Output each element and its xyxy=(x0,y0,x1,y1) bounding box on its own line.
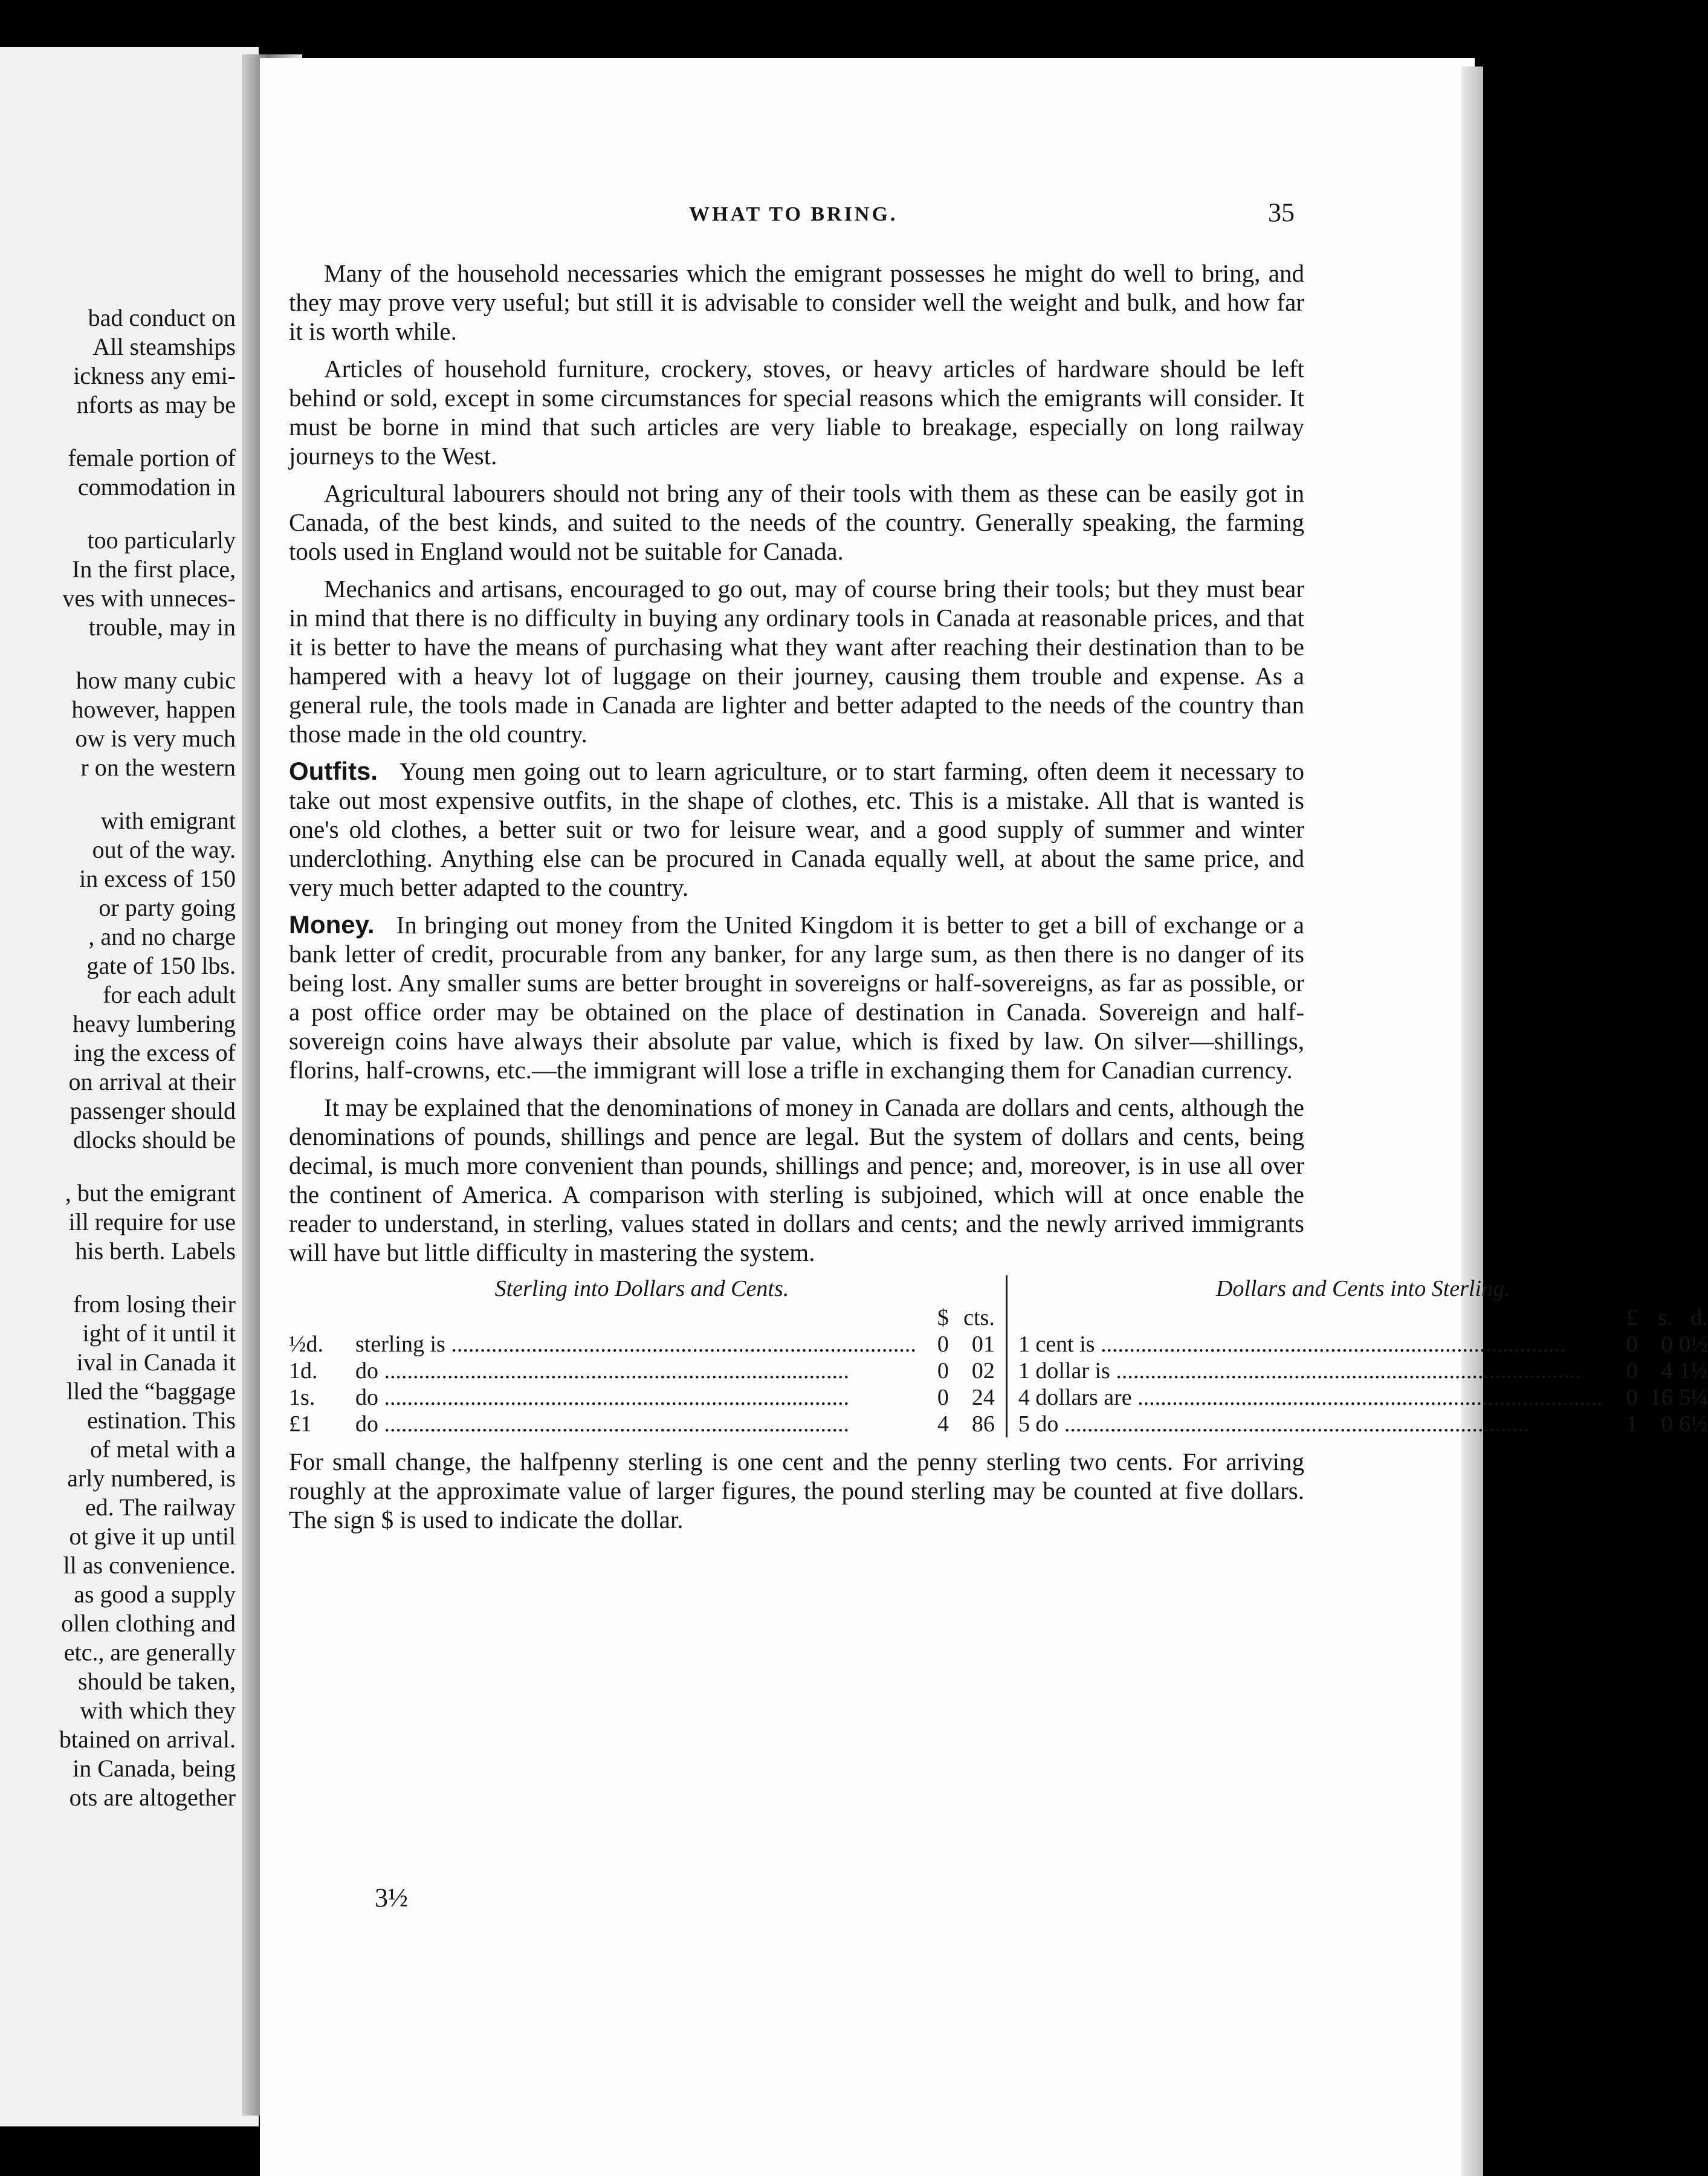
left-page-line: ots are altogether xyxy=(69,1784,236,1811)
table-row xyxy=(1018,1411,1708,1437)
paragraph-mechanics: Mechanics and artisans, encouraged to go out, may of course bring their tools; but they must bear in mind that there is no difficulty in buying any ordinary tools in Canada at reasonable prices, and that it is better to have the means of purchasing what they want after reaching their destination than to be hampered with a heavy lot of luggage on their journey, causing them trouble and expense. As a general rule, the tools made in Canada are lighter and better adapted to the needs of the country than those made in the old country. xyxy=(289,575,1304,748)
left-page-line: however, happen xyxy=(71,696,236,723)
row-label: do ..... xyxy=(355,1358,916,1384)
left-page-line: , but the emigrant xyxy=(65,1179,236,1206)
left-page-line: commodation in xyxy=(77,473,236,500)
dollars-to-sterling-table xyxy=(1008,1275,1708,1437)
left-page-line: as good a supply xyxy=(74,1581,236,1608)
column-header-dollars: $ xyxy=(937,1305,949,1330)
left-page-line: ll as convenience. xyxy=(63,1552,236,1579)
left-page-line xyxy=(0,502,236,526)
row-label: do ..... xyxy=(355,1384,916,1411)
left-page-text xyxy=(0,303,236,1812)
left-page-line xyxy=(0,642,236,666)
column-header-shillings: s. xyxy=(1658,1305,1673,1330)
left-page-line: btained on arrival. xyxy=(59,1726,236,1753)
row-label: 4 dollars are ..... xyxy=(1018,1384,1603,1411)
row-cents: 02 xyxy=(971,1358,995,1384)
row-dollars: 0 xyxy=(937,1332,949,1357)
table-row xyxy=(1018,1331,1708,1358)
left-page-line: should be taken, xyxy=(77,1668,236,1695)
running-head: WHAT TO BRING. xyxy=(689,203,898,225)
left-page-line xyxy=(0,1266,236,1290)
left-page-line: ill require for use xyxy=(68,1208,236,1235)
paragraph-outfits: Young men going out to learn agriculture, or to start farming, often deem it necessary to take out most expensive outfits, in the shape of clothes, etc. This is a mistake. All that is wanted is one's old clothes, a better suit or two for leisure wear, and a good supply of summer and winter underclothing. Anything else can be procured in Canada equally well, at about the same price, and very much better adapted to the country. xyxy=(289,757,1304,901)
left-page-line: In the first place, xyxy=(72,555,236,583)
row-shillings: 16 xyxy=(1649,1385,1673,1410)
row-dollars: 4 xyxy=(937,1411,949,1437)
left-page-line: with emigrant xyxy=(100,807,236,834)
side-heading-money: Money. xyxy=(289,910,375,939)
conversion-tables xyxy=(289,1275,1708,1437)
left-page-line: arly numbered, is xyxy=(67,1465,236,1492)
row-shillings: 0 xyxy=(1661,1332,1673,1357)
column-header-pence: d. xyxy=(1690,1305,1708,1330)
left-page-line xyxy=(0,782,236,806)
sterling-rows xyxy=(289,1331,995,1437)
table-row xyxy=(289,1331,995,1358)
left-page-line: ing the excess of xyxy=(74,1039,236,1066)
left-page-line: nforts as may be xyxy=(76,391,236,418)
row-pounds: 0 xyxy=(1626,1332,1638,1357)
row-dollars: 0 xyxy=(937,1358,949,1384)
row-unit: 1d. xyxy=(289,1358,318,1384)
paragraph-money: In bringing out money from the United Kingdom it is better to get a bill of exchange or a bank letter of credit, procurable from any banker, for any large sum, as then there is no danger of its being lost. Any smaller sums are better brought in sovereigns or half-sovereigns, as far as possible, or a post office order may be obtained on the place of destination in Canada. Sovereign and half-sovereign coins have always their absolute par value, which is fixed by law. On silver—shillings, florins, half-crowns, etc.—the immigrant will lose a trifle in exchanging them for Canadian currency. xyxy=(289,911,1304,1084)
paragraph-household: Many of the household necessaries which the emigrant possesses he might do well to bring, and they may prove very useful; but still it is advisable to consider well the weight and bulk, and how far it is worth while. xyxy=(289,259,1304,345)
left-page-line: too particularly xyxy=(87,526,236,554)
signature-mark: 3½ xyxy=(375,1883,408,1912)
left-page-line: trouble, may in xyxy=(88,614,236,641)
row-unit: ½d. xyxy=(289,1332,323,1357)
column-header-cents: cts. xyxy=(963,1305,995,1330)
left-page-line: , and no charge xyxy=(88,923,236,950)
left-page-line: estination. This xyxy=(87,1407,236,1434)
sterling-to-dollars-table xyxy=(289,1275,1008,1437)
left-page-line: ed. The railway xyxy=(85,1494,236,1521)
left-page-line: on arrival at their xyxy=(68,1068,236,1095)
left-page-line: for each adult xyxy=(103,981,236,1008)
section-outfits xyxy=(289,757,1304,902)
body-text xyxy=(289,259,1708,1543)
row-shillings: 4 xyxy=(1661,1358,1673,1384)
table-row xyxy=(289,1358,995,1384)
left-page-line: of metal with a xyxy=(89,1436,236,1463)
paragraph-small-change: For small change, the halfpenny sterling is one cent and the penny sterling two cents. For arriving roughly at the approximate value of larger figures, the pound sterling may be counted at five dollars. The sign $ is used to indicate the dollar. xyxy=(289,1448,1304,1533)
left-page-line: bad conduct on xyxy=(88,304,236,331)
left-page-line: his berth. Labels xyxy=(75,1237,236,1264)
column-header-pounds: £ xyxy=(1626,1305,1638,1330)
row-shillings: 0 xyxy=(1661,1411,1673,1437)
row-label: 1 dollar is ..... xyxy=(1018,1358,1603,1384)
row-pounds: 1 xyxy=(1626,1411,1638,1437)
left-page-line: or party going xyxy=(99,894,236,921)
left-page-line: ot give it up until xyxy=(69,1523,236,1550)
left-page-line: how many cubic xyxy=(76,667,236,694)
left-page-line: lled the “baggage xyxy=(66,1378,236,1405)
section-money xyxy=(289,910,1304,1084)
row-label: sterling is ..... xyxy=(355,1331,916,1358)
left-page-line xyxy=(0,419,236,444)
left-page-line: in Canada, being xyxy=(73,1755,236,1782)
row-pence: 5¼ xyxy=(1679,1385,1708,1410)
row-label: do ..... xyxy=(355,1411,916,1437)
page-edge xyxy=(1461,66,1483,2176)
left-page-line: ves with unneces- xyxy=(62,584,236,612)
left-page-line: female portion of xyxy=(68,444,236,471)
left-page xyxy=(0,47,259,2126)
table-caption: Sterling into Dollars and Cents. xyxy=(494,1276,789,1301)
left-page-line: heavy lumbering xyxy=(73,1010,236,1037)
table-header-row xyxy=(1018,1304,1708,1331)
left-page-line: passenger should xyxy=(70,1097,236,1124)
paragraph-furniture: Articles of household furniture, crockery, stoves, or heavy articles of hardware should be left behind or sold, except in some circumstances for special reasons which the emigrants will consider. It must be borne in mind that such articles are very liable to breakage, especially on long railway journeys to the West. xyxy=(289,355,1304,470)
left-page-line: ival in Canada it xyxy=(76,1349,236,1376)
left-page-line xyxy=(0,1154,236,1179)
paragraph-labourers: Agricultural labourers should not bring any of their tools with them as these can be easily got in Canada, of the best kinds, and suited to the needs of the country. Generally speaking, the farming tools used in England would not be suitable for Canada. xyxy=(289,479,1304,565)
side-heading-outfits: Outfits. xyxy=(289,757,378,785)
row-label: 5 do ..... xyxy=(1018,1411,1603,1437)
left-page-line: from losing their xyxy=(73,1290,236,1318)
row-cents: 01 xyxy=(971,1332,995,1357)
table-header-row xyxy=(289,1304,995,1331)
left-page-line: dlocks should be xyxy=(73,1126,236,1153)
row-cents: 24 xyxy=(971,1385,995,1410)
dollar-rows xyxy=(1018,1331,1708,1437)
left-page-line: gate of 150 lbs. xyxy=(86,952,236,979)
table-row xyxy=(1018,1384,1708,1411)
left-page-line: out of the way. xyxy=(92,836,236,863)
row-cents: 86 xyxy=(971,1411,995,1437)
left-page-line: ickness any emi- xyxy=(73,362,236,389)
left-page-line: ow is very much xyxy=(75,725,236,752)
row-pounds: 0 xyxy=(1626,1358,1638,1384)
row-pence: 0½ xyxy=(1679,1332,1708,1357)
paragraph-denominations: It may be explained that the denominations of money in Canada are dollars and cents, although the denominations of pounds, shillings and pence are legal. But the system of dollars and cents, being decimal, is much more convenient than pounds, shillings and pence; and, moreover, is in use all over the continent of America. A comparison with sterling is subjoined, which will at once enable the reader to understand, in sterling, values stated in dollars and cents; and the newly arrived immigrants will have but little difficulty in mastering the system. xyxy=(289,1093,1304,1266)
row-pence: 1½ xyxy=(1679,1358,1708,1384)
row-dollars: 0 xyxy=(937,1385,949,1410)
row-pence: 6½ xyxy=(1679,1411,1708,1437)
table-caption: Dollars and Cents into Sterling. xyxy=(1215,1276,1510,1301)
left-page-line: ight of it until it xyxy=(82,1320,236,1347)
left-page-line: etc., are generally xyxy=(63,1639,236,1666)
left-page-line: r on the western xyxy=(80,754,236,781)
row-unit: £1 xyxy=(289,1411,312,1437)
row-unit: 1s. xyxy=(289,1385,315,1410)
left-page-line: All steamships xyxy=(92,333,236,360)
table-row xyxy=(289,1384,995,1411)
page-number: 35 xyxy=(1268,198,1295,227)
left-page-line: with which they xyxy=(80,1697,236,1724)
table-row xyxy=(289,1411,995,1437)
table-row xyxy=(1018,1358,1708,1384)
left-page-line: in excess of 150 xyxy=(79,865,236,892)
row-label: 1 cent is ..... xyxy=(1018,1331,1603,1358)
row-pounds: 0 xyxy=(1626,1385,1638,1410)
left-page-line: ollen clothing and xyxy=(61,1610,236,1637)
